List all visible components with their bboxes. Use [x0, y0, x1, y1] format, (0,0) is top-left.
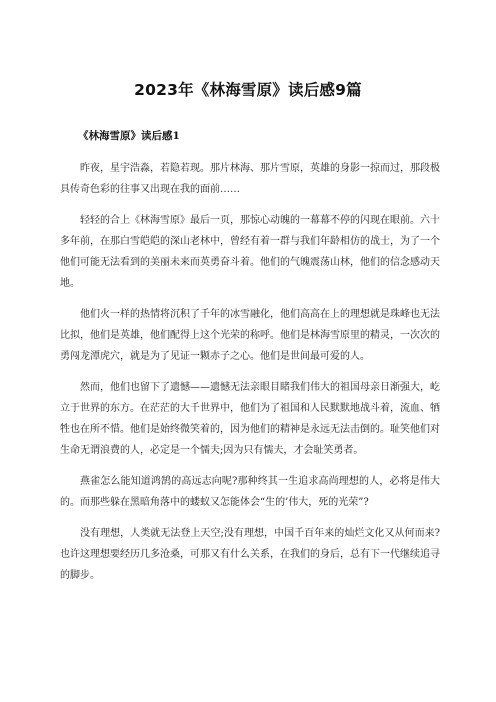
paragraph: 燕雀怎么能知道鸿鹄的高远志向呢?那种终其一生追求高尚理想的人，必将是伟大的。而那些躲在黑暗角落中的蝼蚁又怎能体会“生的’伟大，死的光荣”?	[60, 476, 440, 508]
paragraph: 昨夜，星宇浩淼，若隐若现。那片林海、那片雪原，英雄的身影一掠而过，那段极具传奇色彩的往事又出现在我的面前……	[60, 163, 440, 195]
document-body	[60, 158, 440, 596]
document-title: 2023年《林海雪原》读后感9篇	[134, 81, 362, 99]
paragraph: 他们火一样的热情将沉积了千年的冰雪融化，他们高高在上的理想就是珠峰也无法比拟，他们是英雄，他们配得上这个光荣的称呼。他们是林海雪原里的精灵，一次次的勇闯龙潭虎穴，就是为了见证一颗赤子之心。他们是世间最可爱的人。	[60, 309, 440, 362]
paragraph: 没有理想，人类就无法登上天空;没有理想，中国千百年来的灿烂文化又从何而来?也许这理想要经历几多沧桑，可那又有什么关系，在我们的身后，总有下一代继续追寻的脚步。	[60, 528, 440, 581]
paragraph: 然而，他们也留下了遗憾——遗憾无法亲眼目睹我们伟大的祖国母亲日渐强大，屹立于世界的东方。在茫茫的大千世界中，他们为了祖国和人民默默地战斗着，流血、牺牲也在所不惜。他们是始终微笑着的，因为他们的精神是永远无法击倒的。耻笑他们对生命无谓浪费的人，必定是一个懦夫;因为只有懦夫，才会耻笑勇者。	[60, 382, 440, 456]
paragraph: 轻轻的合上《林海雪原》最后一页，那惊心动魄的一幕幕不停的闪现在眼前。六十多年前，在那白雪皑皑的深山老林中，曾经有着一群与我们年龄相仿的战士，为了一个他们可能无法看到的美丽未来而英勇奋斗着。他们的气魄震荡山林，他们的信念感动天地。	[60, 215, 440, 289]
section-title: 《林海雪原》读后感1	[78, 130, 180, 142]
